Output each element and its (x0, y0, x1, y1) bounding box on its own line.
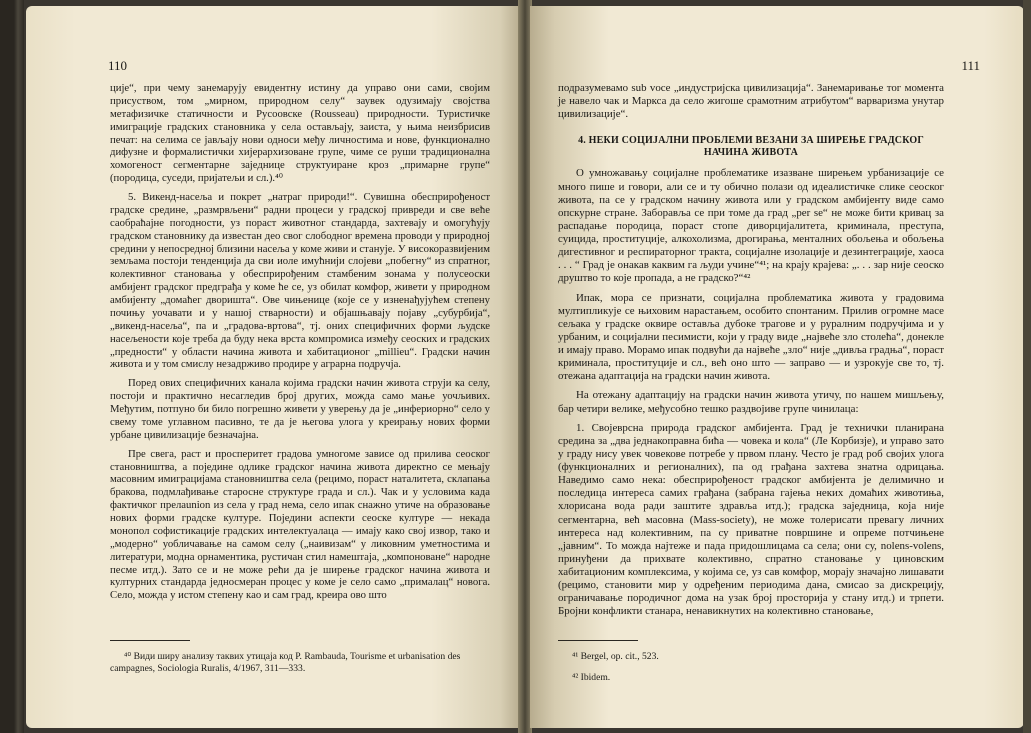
page-number: 111 (961, 58, 980, 73)
left-page-body (110, 82, 490, 602)
paragraph: О умножавању социјалне проблематике изазване ширењем урбанизације се много пише и говори, али се и ту обично полази од идеалистичке слике сеоског живота, па се у градском начину живота или у градском амбијенту виде само опскурне стране. Заборавља се при томе да град „per se“ не може бити кривац за распадање породица, пораст стопе диворцијалитета, криминала, преступа, суицида, проституције, алкохолизма, дрогирања, менталних обољења и обољења дигестивног и респираторног тракта, социјалне изолације и дезинтеграције, хаоса . . . “ Град је онакав каквим га људи учине“⁴¹; на крају крајева: „. . . зар није сеоско друштво то које пропада, а не градско?“⁴² (558, 167, 944, 285)
paragraph: 5. Викенд-насеља и покрет „натраг природи!“. Сувишна обесприрођеност градске средине, „размрвљени“ радни процеси у градској привреди и све веће саобраћајне погодности, уз пораст животног стандарда, захтевају и омогућују градском становнику да известан део свог слободног времена проводи у природној средини у непосредној близини насеља у коме живи и станује. У високоразвијеним земљама постоји тенденција да сви иоле имућнији слојеви „побегну“ из спратног, колективног становања у обесприрођеним стамбеним зонама у полусеоски амбијент градског предграђа у коме ће се, уз обилат комфор, живети у природном амбијенту „домаћег дворишта“. Ове чињенице (које се у изненађујућем степену почињу уочавати и у нашој стварности) и објашњавају појаву „субурбија“, „викенд-насеља“, па и „градова-вртова“, тј. оних специфичних форми људске насељености које треба да буду нека врста компромиса између сеоских и градских „предности“ у области начина живота и хабитационог „millieu“. Градски начин живота и у том смислу незадрживо продире у аграрна подручја. (110, 191, 490, 371)
footnotes (110, 626, 490, 684)
paragraph: подразумевамо sub voce „индустријска цивилизација“. Занемаривање тог момента је навело чак и Маркса да село жигоше срамотним атрибутом“ варваризма унутар цивилизације“. (558, 82, 944, 121)
paragraph: Поред ових специфичних канала којима градски начин живота струји ка селу, постоји и практично несагледив број других, можда само мање уочљивих. Међутим, потпуно би било погрешно живети у уверењу да је „инфериорно“ село у свему томе углавном пасивно, те да је његова улога у креирању нових форми урбане цивилизације безначајна. (110, 377, 490, 441)
paragraph: 1. Својеврсна природа градског амбијента. Град је технички планирана средина за „два једнакоправна бића — човека и кола“ (Ле Корбизје), и управо зато у граду нису увек човекове потребе у првом плану. Често је град роб својих улога (функционалних и регионалних), па од грађана захтева знатна одрицања. Наведимо само нека: обесприрођеност градског амбијента је делимично и последица интереса самих грађана (забрана гајења неких домаћих животиња, хлорисана вода ради заштите здравља итд.); градска заједница, која није сегментарна, већ масовна (Mass-society), не може толерисати превагу личних интереса над колективним, па су приватне површине и опреме потчињене „јавним“. То можда најтеже и пада придошлицама са села; они су, nolens-volens, принуђени да прихвате колективно, спратно становање у циновским хабитационим комплексима, у којима се, уз сав комфор, морају значајно лишавати (рецимо, становити мир у одређеним периодима дана, смисао за дискрецију, ограничавање породичног дома на узак број просторија у стану итд.) и трпети. Бројни конфликти станара, ненавикнутих на колективно становање, (558, 421, 944, 618)
left-page (26, 6, 520, 728)
right-page-body (558, 82, 944, 619)
footnote-rule (110, 640, 190, 641)
right-page (530, 6, 1024, 728)
footnote: ⁴¹ Bergel, op. cit., 523. (572, 650, 659, 662)
section-heading: 4. НЕКИ СОЦИЈАЛНИ ПРОБЛЕМИ ВЕЗАНИ ЗА ШИРЕЊЕ ГРАДСКОГ НАЧИНА ЖИВОТА (578, 135, 924, 159)
paragraph: ције“, при чему занемарују евидентну истину да управо они сами, својим присуством, том „мирном, природном селу“ заувек одузимају својства метафизичке статичности и Русоовске (Rousseau) природности. Туристичке имиграције градских становника у села остављају, заиста, у њима неизбрисив печат: на селима се јављају нови односи међу личностима и нове, функционално дифузне и формалистички хијерархизоване групе, чиме се руши традиционална хомогеност сегментарне заједнице структуиране кроз „примарне групе“ (породица, суседи, пријатељи и сл.).⁴⁰ (110, 82, 490, 185)
paragraph: Пре свега, раст и просперитет градова умногоме зависе од прилива сеоског становништва, а поједине одлике градског начина живота директно се мењају масовним имиграцијама становништва села (рецимо, пораст наталитета, склапања бракова, подмлађивање старосне структуре града и сл.). Чак и у условима када фактичког прелаunion из села у град нема, село ипак снажно утиче на образовање нових форми градске културе. Поједини аспекти сеоске културе — некада монопол софистикације градских интелектуалаца — имају како свој извор, тако и „модерно“ уобличавање на самом селу („наивизам“ у ликовним уметностима и литератури, модна орнаментика, рустичан стил намештаја, „компоноване“ народне песме итд.). Зато се и не може рећи да је ширење градског начина живота и културних стандарда једносмеран процес у коме је село само „прималац“ новога. Село, можда у истом степену као и сам град, креира ово што (110, 447, 490, 602)
footnote: ⁴² Ibidem. (572, 672, 611, 684)
footnotes (558, 626, 944, 694)
footnote: ⁴⁰ Види ширу анализу таквих утицаја код P. Rambauda, Tourisme et urbanisation des campagnes, Sociologia Ruralis, 4/1967, 311—333. (110, 650, 461, 674)
page-number: 110 (108, 58, 128, 73)
paragraph: Ипак, мора се признати, социјална проблематика живота у градовима мултипликује се њиховим нарастањем, особито спонтаним. Прилив огромне масе сељака у градске оквире оставља дубоке трагове и у руралним подручјима и у урбаним, и социјални песимисти, који у граду виде „највеће зло столећа“, донекле и имају право. Морамо ипак подвући да највеће „зло“ није „дивља градња“, пораст криминала, проституције и сл., већ оно што — заправо — и узрокује све то, тј. отежана адаптација на градски начин живота. (558, 291, 944, 383)
paragraph: На отежану адаптацију на градски начин живота утичу, по нашем мишљењу, бар четири велике, међусобно тешко раздвојиве групе чинилаца: (558, 389, 944, 415)
book-edge (1023, 0, 1031, 733)
footnote-rule (558, 640, 638, 641)
